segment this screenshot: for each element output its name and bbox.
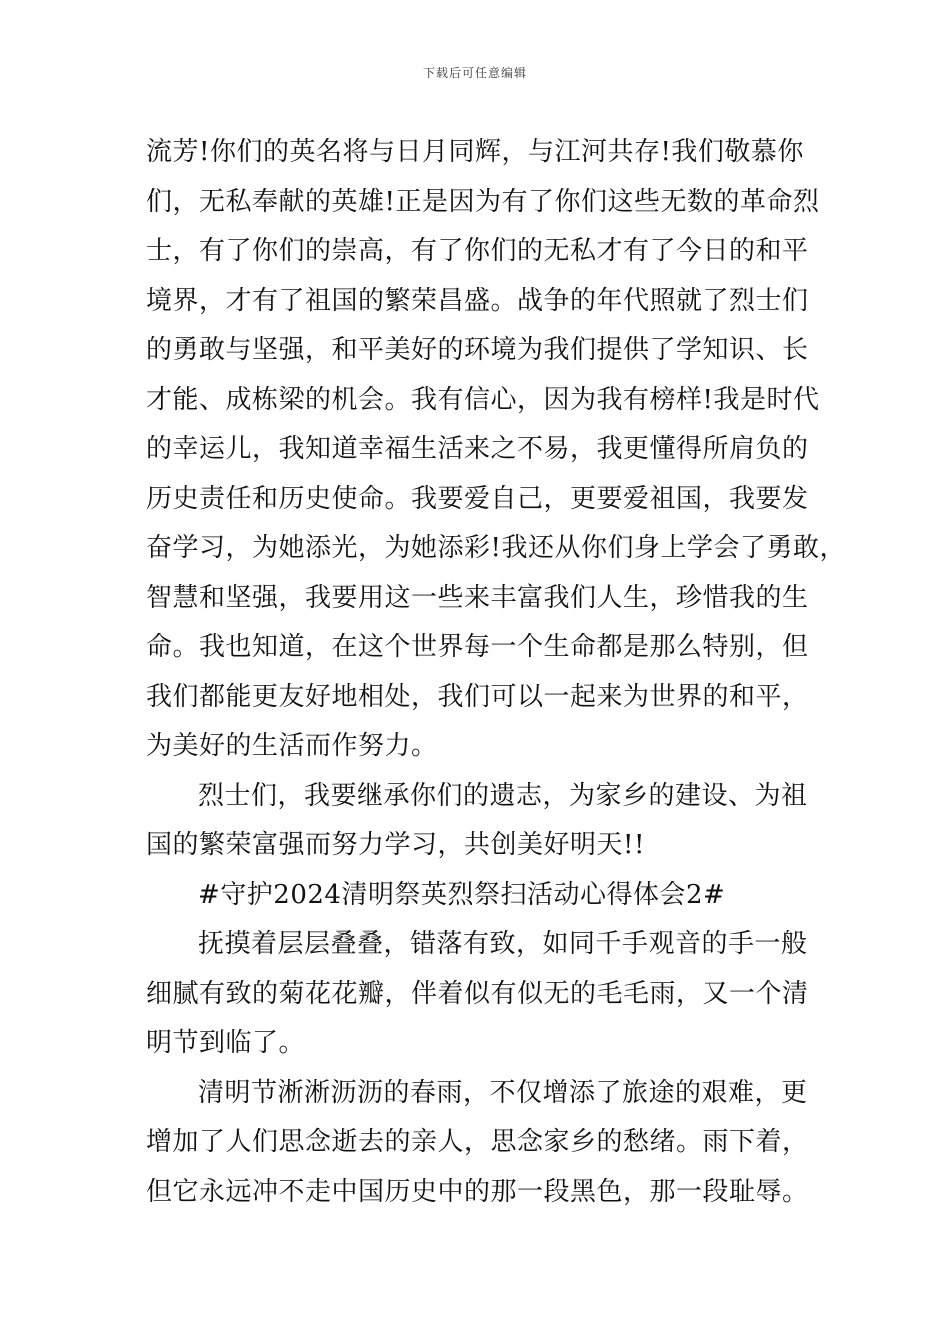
document-body (146, 128, 846, 1217)
text-line: 明节到临了。 (146, 1028, 306, 1058)
text-line: 智慧和坚强，我要用这一些来丰富我们人生，珍惜我的生 (146, 582, 809, 613)
text-line: 士，有了你们的崇高，有了你们的无私才有了今日的和平 (146, 236, 809, 266)
text-line: 增加了人们思念逝去的亲人，思念家乡的愁绪。雨下着， (146, 1127, 809, 1157)
text-line: 我们都能更友好地相处，我们可以一起来为世界的和平， (146, 681, 809, 712)
paragraph-start-line: 清明节淅淅沥沥的春雨，不仅增添了旅途的艰难，更 (198, 1077, 808, 1108)
section-heading: #守护2024清明祭英烈祭扫活动心得体会2# (198, 879, 726, 910)
text-line: 为美好的生活而作努力。 (146, 731, 438, 761)
text-line: 历史责任和历史使命。我要爱自己，更要爱祖国，我要发 (146, 483, 809, 514)
paragraph-start-line: 烈士们，我要继承你们的遗志，为家乡的建设、为祖 (198, 780, 808, 811)
text-line: 但它永远冲不走中国历史中的那一段黑色，那一段耻辱。 (146, 1176, 809, 1207)
text-line: 才能、成栋梁的机会。我有信心，因为我有榜样!我是时代 (146, 384, 820, 415)
text-line: 们，无私奉献的英雄!正是因为有了你们这些无数的革命烈 (146, 186, 820, 217)
text-line: 的勇敢与坚强，和平美好的环境为我们提供了学知识、长 (146, 335, 809, 365)
text-line: 的幸运儿，我知道幸福生活来之不易，我更懂得所肩负的 (146, 434, 809, 464)
text-line: 奋学习，为她添光，为她添彩!我还从你们身上学会了勇敢， (146, 533, 846, 563)
text-line: 流芳!你们的英名将与日月同辉，与江河共存!我们敬慕你 (146, 137, 804, 167)
text-line: 境界，才有了祖国的繁荣昌盛。战争的年代照就了烈士们 (146, 285, 809, 316)
text-line: 细腻有致的菊花花瓣，伴着似有似无的毛毛雨，又一个清 (146, 978, 809, 1009)
header-note: 下载后可任意编辑 (422, 66, 527, 80)
text-line: 国的繁荣富强而努力学习，共创美好明天!! (146, 830, 645, 860)
paragraph-start-line: 抚摸着层层叠叠，错落有致，如同千手观音的手一般 (198, 929, 808, 959)
text-line: 命。我也知道，在这个世界每一个生命都是那么特别，但 (146, 632, 809, 662)
